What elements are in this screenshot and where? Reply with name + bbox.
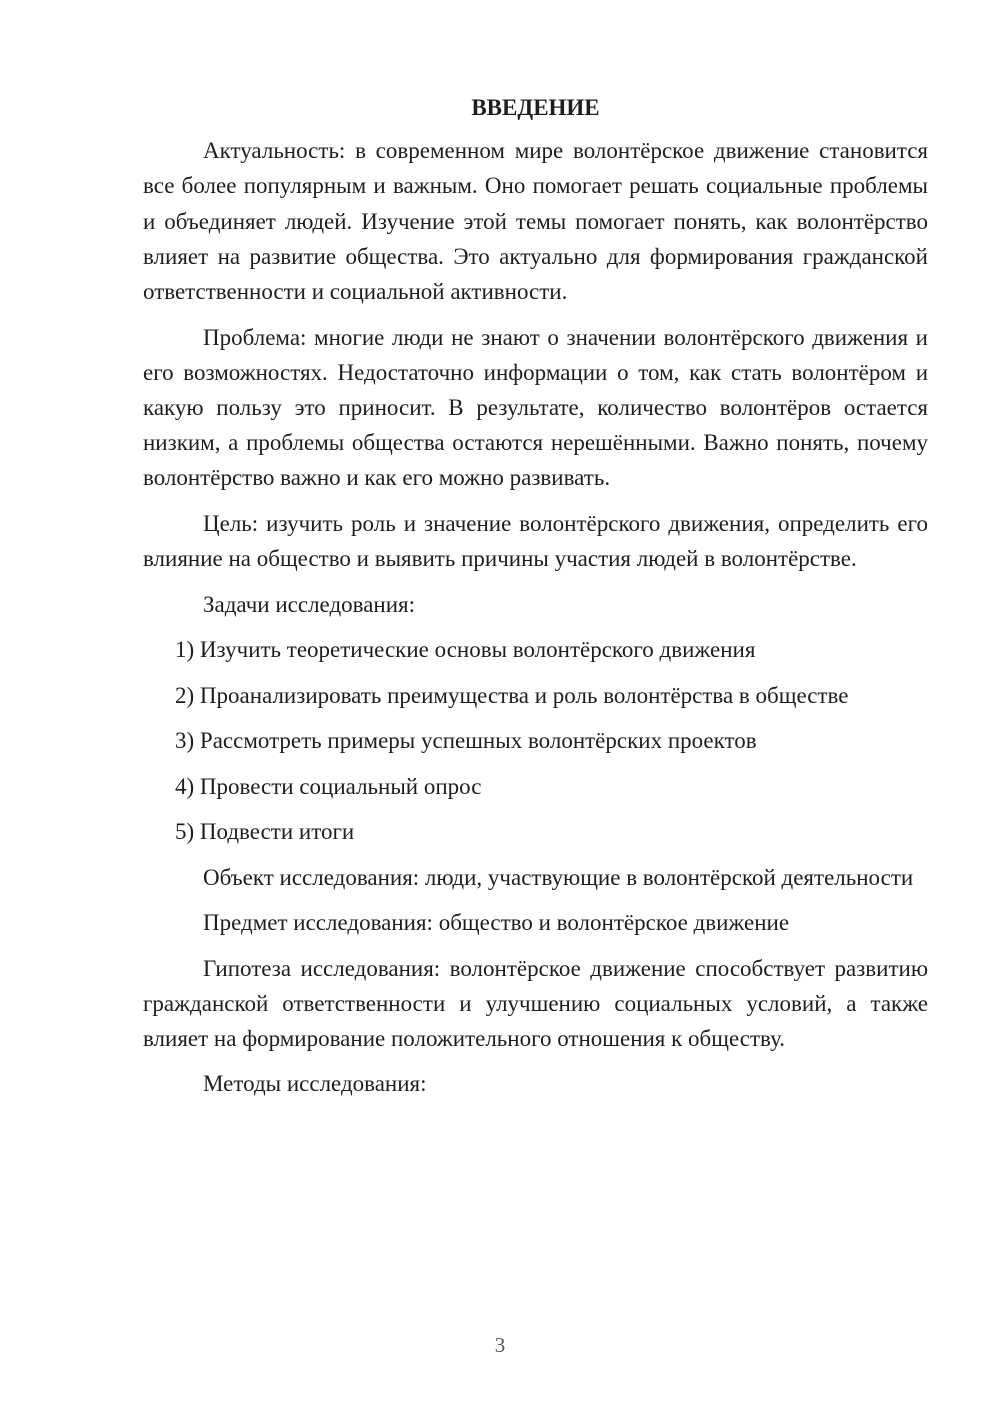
list-item: 1) Изучить теоретические основы волонтёрского движения [175, 637, 756, 663]
list-item: 3) Рассмотреть примеры успешных волонтёрских проектов [175, 728, 757, 754]
relevance-paragraph: Актуальность: в современном мире волонтёрское движение становится все более популярным и важным. Оно помогает решать социальные проблемы и объединяет людей. Изучение этой темы помогает понять, как волонтёрство влияет на развитие общества. Это актуально для формирования гражданской ответственности и социальной активности. [143, 138, 928, 305]
list-item: 4) Провести социальный опрос [175, 773, 482, 799]
subject-paragraph: Предмет исследования: общество и волонтёрское движение [203, 910, 790, 936]
problem-paragraph: Проблема: многие люди не знают о значении волонтёрского движения и его возможностях. Недостаточно информации о том, как стать волонтёром и какую пользу это приносит. В результате, количество волонтёров остается низким, а проблемы общества остаются нерешёнными. Важно понять, почему волонтёрство важно и как его можно развивать. [143, 324, 928, 491]
list-item: 2) Проанализировать преимущества и роль волонтёрства в обществе [175, 682, 849, 708]
goal-paragraph: Цель: изучить роль и значение волонтёрского движения, определить его влияние на общество и выявить причины участия людей в волонтёрстве. [143, 510, 928, 572]
object-paragraph: Объект исследования: люди, участвующие в волонтёрской деятельности [203, 864, 914, 890]
methods-heading: Методы исследования: [203, 1071, 427, 1097]
list-item: 5) Подвести итоги [175, 819, 355, 845]
page-number: 3 [494, 1333, 506, 1357]
hypothesis-paragraph: Гипотеза исследования: волонтёрское движение способствует развитию гражданской ответственности и улучшению социальных условий, а также влияет на формирование положительного отношения к обществу. [143, 955, 928, 1051]
page-content [143, 90, 928, 1112]
tasks-list [143, 632, 928, 849]
page-title: ВВЕДЕНИЕ [471, 95, 600, 120]
tasks-heading: Задачи исследования: [203, 591, 416, 617]
